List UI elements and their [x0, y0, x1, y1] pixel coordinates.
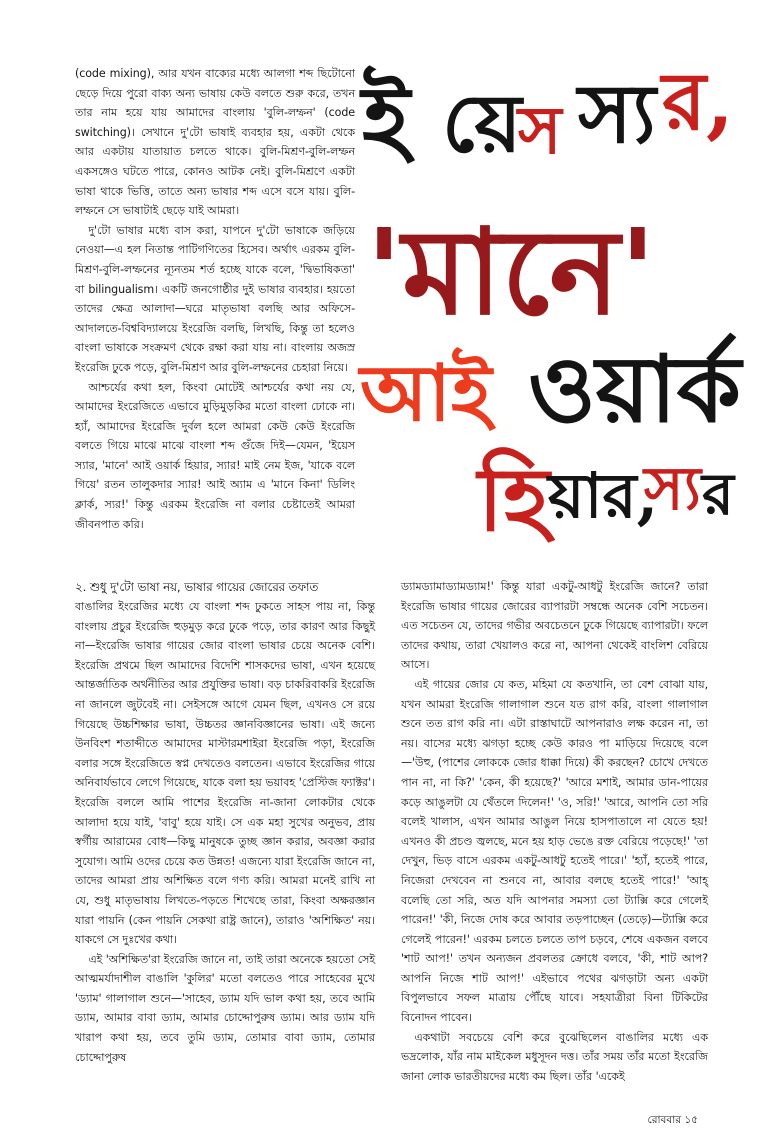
art-word-mane: 'মানে' — [366, 202, 656, 341]
art-glyph: র, — [662, 54, 734, 148]
paragraph: ড্যামড্যামাড্যামড্যাম!' কিন্তু যারা একটু-আধটু ইংরেজি জানে? তারা ইংরেজি ভাষার গায়ের জোরের ব্যাপারটা সম্বন্ধে অনেক বেশি সচেতন। এত সচেতন যে, তাদের গভীর অবচেতনে ঢুকে গিয়েছে ব্যাপারটা। ফলে তাদের কথায়, তারা খেয়ালও করে না, আপনা থেকেই বাংলিশ বেরিয়ে আসে। — [401, 580, 708, 672]
art-word: ওয়ার্ক — [528, 335, 741, 443]
paragraph: বাঙালির ইংরেজির মধ্যে যে বাংলা শব্দ ঢুকতে সাহস পায় না, কিন্তু বাংলায় প্রচুর ইংরেজি হুড়মুড় করে ঢুকে পড়ে, তার কারণ আর কিছুই না—ইংরেজি ভাষার গায়ের জোর বাংলা ভাষার চেয়ে অনেক বেশি। ইংরেজি প্রথমে ছিল আমাদের বিদেশি শাসকদের ভাষা, এখন হয়েছে আন্তর্জাতিক অর্থনীতির আর প্রযুক্তির ভাষা। বড় চাকরিবাকরি ইংরেজি না জানলে জুটবেই না। সেইসঙ্গে আগে যেমন ছিল, এখনও সে রয়ে গিয়েছে উচ্চশিক্ষার ভাষা, উচ্চতর জ্ঞানবিজ্ঞানের ভাষা। এই জন্যে উনবিংশ শতাব্দীতে আমাদের মাস্টারমশাইরা ইংরেজি পড়া, ইংরেজি বলার সঙ্গে ইংরেজিতে স্বপ্ন দেখতেও বলতেন। এভাবে ইংরেজির গায়ে অনিবার্যভাবে লেগে গিয়েছে, যাকে বলা হয় ভয়াবহ 'প্রেস্টিজ ফ্যাক্টর'। ইংরেজি বললে আমি পাশের ইংরেজি না-জানা লোকটার থেকে আলাদা হয়ে যাই, 'বাবু' হয়ে যাই। সে এক মহা সুখের অনুভব, প্রায় স্বর্গীয় আরামের বোধ—কিছু মানুষকে তুচ্ছ জ্ঞান করার, অবজ্ঞা করার সুযোগ। আমি ওদের চেয়ে কত উন্নত! এজন্যে যারা ইংরেজি জানে না, তাদের আমরা প্রায় অশিক্ষিত বলে গণ্য করি। আমরা মনেই রাখি না যে, শুধু মাতৃভাষায় লিখতে-পড়তে শিখেছে তারা, কিংবা অক্ষরজ্ঞান যারা পায়নি (কেন পায়নি সেকথা রাষ্ট্র জানে), তারাও 'অশিক্ষিত' নয়। যাকগে সে দুঃখের কথা। — [75, 600, 375, 947]
art-glyph: স্য — [578, 66, 656, 162]
art-glyph: স্য — [644, 454, 702, 524]
art-glyph: র — [702, 460, 734, 528]
art-glyph: হি — [478, 447, 550, 551]
art-word: য়ার, — [548, 459, 659, 532]
art-glyph: য়ে — [442, 76, 522, 170]
section-left-column — [75, 577, 375, 1067]
art-word: আই — [360, 348, 492, 439]
calligraphy-artwork — [360, 55, 740, 555]
art-glyph: ই — [362, 65, 410, 173]
section-heading: ২. শুধু দু'টো ভাষা নয়, ভাষার গায়ের জোরের তফাত — [75, 580, 319, 594]
paragraph: দু'টো ভাষার মধ্যে বাস করা, যাপনে দু'টো ভাষাকে জড়িয়ে নেওয়া—এ হল নিতান্ত পাটিগণিতের হিসেব। অর্থাৎ এরকম বুলি-মিশ্রণ-বুলি-লম্ফনের ন্যূনতম শর্ত হচ্ছে যাকে বলে, 'দ্বিভাষিকতা' বা bilingualism। একটি জনগোষ্ঠীর দুই ভাষার ব্যবহার। হয়তো তাদের ক্ষেত্র আলাদা—ঘরে মাতৃভাষা বলছি আর অফিসে-আদালতে-বিশ্ববিদ্যালয়ে ইংরেজি বলছি, লিখছি, কিন্তু তা হলেও বাংলা ভাষাকে সংক্রমণ থেকে রক্ষা করা যায় না। বাংলায় অজস্র ইংরেজি ঢুকে পড়ে, বুলি-মিশ্রণ আর বুলি-লম্ফনের চেহারা নিয়ে। — [75, 223, 355, 374]
paragraph: একথাটা সবচেয়ে বেশি করে বুঝেছিলেন বাঙালির মধ্যে এক ভদ্রলোক, যাঁর নাম মাইকেল মধুসূদন দত্ত। তাঁর সময় তাঁর মতো ইংরেজি জানা লোক ভারতীয়দের মধ্যে কম ছিল। তাঁর 'একেই — [401, 1030, 708, 1083]
page-number: রোববার ১৫ — [647, 1114, 698, 1126]
paragraph: আশ্চর্যের কথা হল, কিংবা মোটেই আশ্চর্যের কথা নয় যে, আমাদের ইংরেজিতে এভাবে মুড়িমুড়কির মতো বাংলা ঢোকে না। হ্যাঁ, আমাদের ইংরেজি দুর্বল হলে আমরা কেউ কেউ ইংরেজি বলতে গিয়ে মাঝে মাঝে বাংলা শব্দ গুঁজে দিই—যেমন, 'ইয়েস স্যার, 'মানে' আই ওয়ার্ক হিয়ার, স্যার! মাই নেম ইজ, 'যাকে বলে গিয়ে' রতন তালুকদার স্যার! আই অ্যাম এ 'মানে কিনা' ডিলিং ক্লার্ক, স্যর!' কিন্তু এরকম ইংরেজি না বলার চেষ্টাতেই আমরা জীবনপাত করি। — [75, 380, 355, 531]
section-right-column — [401, 577, 708, 1086]
paragraph: এই 'অশিক্ষিত'রা ইংরেজি জানে না, তাই তারা অনেকে হয়তো সেই আত্মমর্যাদাশীল বাঙালি 'কুলির' মতো বলতেও পারে সাহেবের মুখে 'ড্যাম' গালাগাল শুনে—'সাহেব, ড্যাম যদি ভাল কথা হয়, তবে আমি ড্যাম, আমার বাবা ড্যাম, আমার চোদ্দোপুরুষ ড্যাম। আর ড্যাম যদি খারাপ কথা হয়, তবে তুমি ড্যাম, তোমার বাবা ড্যাম, তোমার চোদ্দোপুরুষ — [75, 952, 375, 1064]
art-glyph: স — [518, 91, 562, 169]
intro-column — [75, 64, 355, 534]
paragraph: এই গায়ের জোর যে কত, মহিমা যে কতখানি, তা বেশ বোঝা যায়, যখন আমরা ইংরেজি গালাগাল শুনে যত রাগ করি, বাংলা গালাগাল শুনে তত রাগ করি না। এটা রাস্তাঘাটে আপনারাও লক্ষ করেন না, তা নয়। বাসের মধ্যে ঝগড়া হচ্ছে কেউ কারও পা মাড়িয়ে দিয়েছে বলে—'উহু, (পাশের লোককে জোর ধাক্কা দিয়ে) কী করছেন? চোখে দেখতে পান না, না কি?' 'কেন, কী হয়েছে?' 'আরে মশাই, আমার ডান-পায়ের কড়ে আঙুলটা যে থেঁতলে দিলেন!' 'ও, সরি!' 'আরে, আপনি তো সরি বলেই খালাস, এখন আমার আঙুল নিয়ে হাসপাতালে না যেতে হয়! এখনও কী প্রচণ্ড জ্বলছে, মনে হয় হাড় ভেঙে রক্ত বেরিয়ে পড়েছে!' 'তা দেখুন, ভিড় বাসে এরকম একটু-আধটু হতেই পারে।' 'হ্যাঁ, হতেই পারে, নিজেরা দেখবেন না শুনবে না, আবার বলছে হতেই পারে!' 'আহ্ বলেছি তো সরি, অত যদি আপনার সমস্যা তো ট্যাক্সি করে গেলেই পারেন!' 'কী, নিজে দোষ করে আবার তড়পাচ্ছেন (তেড়ে)—ট্যাক্সি করে গেলেই পারেন!' এরকম চলতে চলতে তাপ চড়বে, শেষে একজন বলবে 'শাট আপ!' তখন অন্যজন প্রবলতর ক্রোধে বলবে, 'কী, শাট আপ? আপনি নিজে শাট আপ!' এইভাবে পথের ঝগড়াটা অন্য একটা বিপুলভাবে সফল মাত্রায় পৌঁছে যাবে। সহযাত্রীরা বিনা টিকিটের বিনোদন পাবেন। — [401, 677, 708, 1025]
paragraph: (code mixing), আর যখন বাক্যের মধ্যে আলগা শব্দ ছিটোনো ছেড়ে দিয়ে পুরো বাক্য অন্য ভাষায় কেউ বলতে শুরু করে, তখন তার নাম হয়ে যায় আমাদের বাংলায় 'বুলি-লম্ফন' (code switching)। সেখানে দু'টো ভাষাই ব্যবহার হয়, একটা থেকে আর একটায় যাতায়াত চলতে থাকে। বুলি-মিশ্রণ-বুলি-লম্ফন একসঙ্গেও ঘটতে পারে, কোনও আটক নেই। বুলি-মিশ্রণে একটা ভাষা থাকে ভিত্তি, তাতে অন্য ভাষার শব্দ এসে বসে যায়। বুলি-লম্ফনে সে ভাষাটাই ছেড়ে যাই আমরা। — [75, 67, 355, 218]
